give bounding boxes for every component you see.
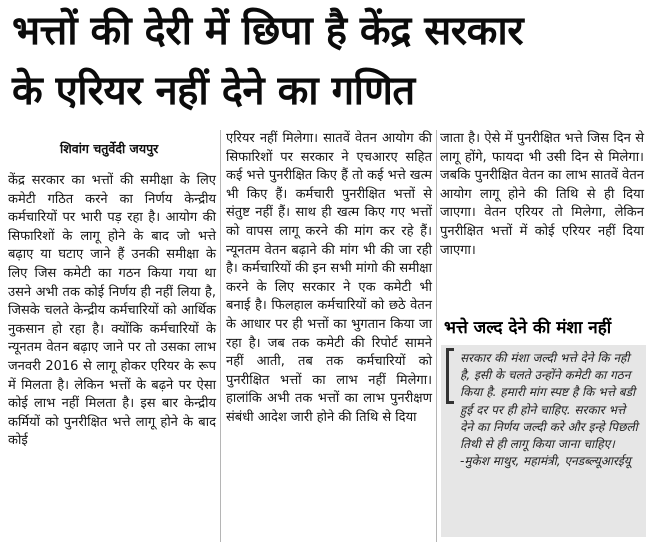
subheading: भत्ते जल्द देने की मंशा नहीं [444,318,612,338]
headline-line-2: के एरियर नहीं देने का गणित [12,68,415,114]
article-column-3: जाता है। ऐसे में पुनरीक्षित भत्ते जिस दिन से लागू होंगे, फायदा भी उसी दिन से मिलेगा। जबकि पुनरीक्षित वेतन का लाभ सातवें वेतन आयोग लागू होने की तिथि से ही दिया जाएगा। वेतन एरियर तो मिलेगा, लेकिन पुनरीक्षित भत्तों में कोई एरियर नहीं दिया जाएगा। [440,131,644,258]
headline-line-1: भत्तों की देरी में छिपा है केंद्र सरकार [12,8,524,54]
column-divider [436,130,437,542]
quote-text: सरकार की मंशा जल्दी भत्ते देने कि नही है, इसी के चलते उन्होंने कमेटी का गठन किया है. हमारी मांग स्पष्ट है कि भत्ते बडी हुई दर पर ही होने चाहिए. सरकार भत्ते देने का निर्णय जल्दी करे और इन्हे पिछली तिथी से ही लागू किया जाना चाहिए। -मुकेश माथुर, महामंत्री, एनडब्ल्यूआरईयू [460,351,638,469]
quote-bracket-icon [446,348,454,404]
article-column-1: केंद्र सरकार का भत्तों की समीक्षा के लिए कमेटी गठित करने का निर्णय केन्द्रीय कर्मचारियों पर भारी पड़ रहा है। आयोग की सिफारिशों के लागू होने के बाद जो भत्ते बढ़ाए या घटाए जाने हैं उनकी समीक्षा के लिए जिस कमेटी का गठन किया गया था उसने अभी तक कोई निर्णय ही नहीं लिया है, जिसके चलते केन्द्रीय कर्मचारियों को आर्थिक नुकसान हो रहा है। क्योंकि कर्मचारियों के न्यूनतम वेतन बढ़ाए जाने पर तो उसका लाभ जनवरी 2016 से लागू होकर एरियर के रूप में मिलता है। लेकिन भत्तों के बढ़ने पर ऐसा कोई लाभ नहीं मिलता है। इस बार केन्द्रीय कर्मियों को पुनरीक्षित भत्ते लागू होने के बाद कोई [8,173,216,449]
column-divider [220,130,221,542]
byline: शिवांग चतुर्वेदी जयपुर [60,141,159,156]
article-column-2: एरियर नहीं मिलेगा। सातवें वेतन आयोग की सिफारिशों पर सरकार ने एचआरए सहित कई भत्ते पुनरीक्षित किए हैं तो कई भत्ते खत्म भी किए हैं। कर्मचारी पुनरीक्षित भत्तों से संतुष्ट नहीं हैं। साथ ही खत्म किए गए भत्तों को वापस लागू करने की मांग कर रहे हैं। न्यूनतम वेतन बढ़ाने की मांग भी की जा रही है। कर्मचारियों की इन सभी मांगो की समीक्षा करने के लिए सरकार ने एक कमेटी भी बनाई है। फिलहाल कर्मचारियों को छठे वेतन के आधार पर ही भत्तों का भुगतान किया जा रहा है। जब तक कमेटी की रिपोर्ट सामने नहीं आती, तब तक कर्मचारियों को पुनरीक्षित भत्तों का लाभ नहीं मिलेगा। हालांकि अभी तक भत्तों का लाभ पुनरीक्षण संबंधी आदेश जारी होने की तिथि से दिया [226,131,432,425]
